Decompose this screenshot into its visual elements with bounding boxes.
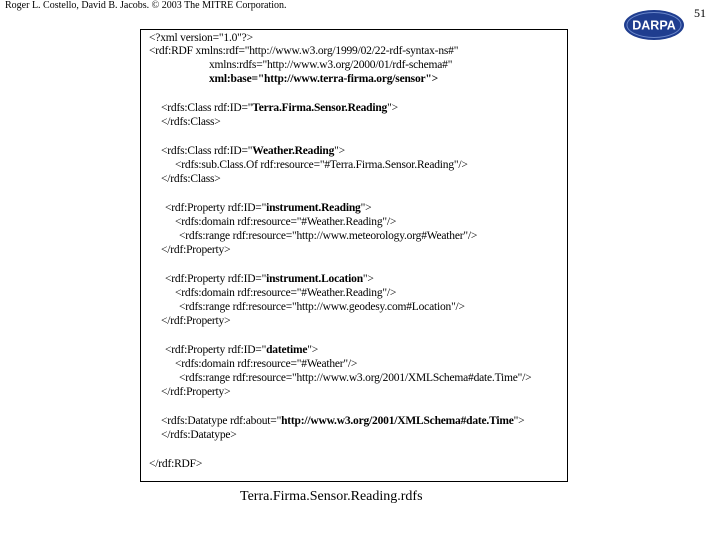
property-instrument-location-close: </rdf:Property>	[161, 315, 231, 327]
code-text: ">	[334, 145, 345, 157]
code-text: ">	[513, 415, 525, 427]
property-id: instrument.Location	[266, 273, 363, 285]
class-weather-close: </rdfs:Class>	[161, 173, 221, 185]
property-instrument-location-range: <rdfs:range rdf:resource="http://www.geodesy.com#Location"/>	[179, 301, 465, 313]
darpa-logo	[623, 9, 685, 41]
property-id: instrument.Reading	[266, 202, 361, 214]
datatype-close: </rdfs:Datatype>	[161, 429, 237, 441]
rdfs-namespace: xmlns:rdfs="http://www.w3.org/2000/01/rdf-schema#"	[209, 59, 453, 71]
code-text: <rdfs:Class rdf:ID="	[161, 102, 253, 114]
class-terra-firma-close: </rdfs:Class>	[161, 116, 221, 128]
property-id: datetime	[266, 344, 308, 356]
code-text: ">	[307, 344, 319, 356]
code-text: <rdfs:Class rdf:ID="	[161, 145, 253, 157]
code-text: ">	[362, 273, 374, 285]
xml-declaration: <?xml version="1.0"?>	[149, 32, 253, 44]
class-terra-firma-open	[161, 102, 398, 115]
copyright-credit: Roger L. Costello, David B. Jacobs. © 2003 The MITRE Corporation.	[5, 0, 287, 11]
class-id: Weather.Reading	[252, 145, 335, 157]
code-text: <rdf:Property rdf:ID="	[165, 202, 267, 214]
class-weather-open	[161, 145, 345, 158]
property-instrument-location-domain: <rdfs:domain rdf:resource="#Weather.Reading"/>	[175, 287, 397, 299]
property-instrument-location-open	[165, 273, 374, 286]
darpa-logo-text: DARPA	[632, 18, 676, 33]
code-text: <rdfs:Datatype rdf:about="	[161, 415, 282, 427]
file-caption: Terra.Firma.Sensor.Reading.rdfs	[240, 489, 423, 504]
property-instrument-reading-range: <rdfs:range rdf:resource="http://www.meteorology.org#Weather"/>	[179, 230, 478, 242]
property-datetime-domain: <rdfs:domain rdf:resource="#Weather"/>	[175, 358, 358, 370]
property-datetime-open	[165, 344, 318, 357]
code-text: ">	[360, 202, 372, 214]
property-instrument-reading-open	[165, 202, 371, 215]
datatype-open	[161, 415, 524, 428]
code-text: <rdf:Property rdf:ID="	[165, 273, 267, 285]
code-text: <rdf:Property rdf:ID="	[165, 344, 267, 356]
property-instrument-reading-close: </rdf:Property>	[161, 244, 231, 256]
rdf-code-box	[140, 29, 568, 482]
darpa-logo-graphic	[623, 9, 685, 41]
code-text: ">	[387, 102, 398, 114]
property-instrument-reading-domain: <rdfs:domain rdf:resource="#Weather.Reading"/>	[175, 216, 397, 228]
class-weather-subclass: <rdfs:sub.Class.Of rdf:resource="#Terra.Firma.Sensor.Reading"/>	[175, 159, 468, 171]
rdf-close-tag: </rdf:RDF>	[149, 458, 203, 470]
property-datetime-close: </rdf:Property>	[161, 386, 231, 398]
datatype-about: http://www.w3.org/2001/XMLSchema#date.Time	[281, 415, 514, 427]
rdf-open-tag: <rdf:RDF xmlns:rdf="http://www.w3.org/1999/02/22-rdf-syntax-ns#"	[149, 45, 459, 57]
property-datetime-range: <rdfs:range rdf:resource="http://www.w3.org/2001/XMLSchema#date.Time"/>	[179, 372, 532, 384]
class-id: Terra.Firma.Sensor.Reading	[252, 102, 388, 114]
page-number: 51	[694, 6, 706, 20]
xml-base: xml:base="http://www.terra-firma.org/sensor">	[209, 73, 438, 85]
